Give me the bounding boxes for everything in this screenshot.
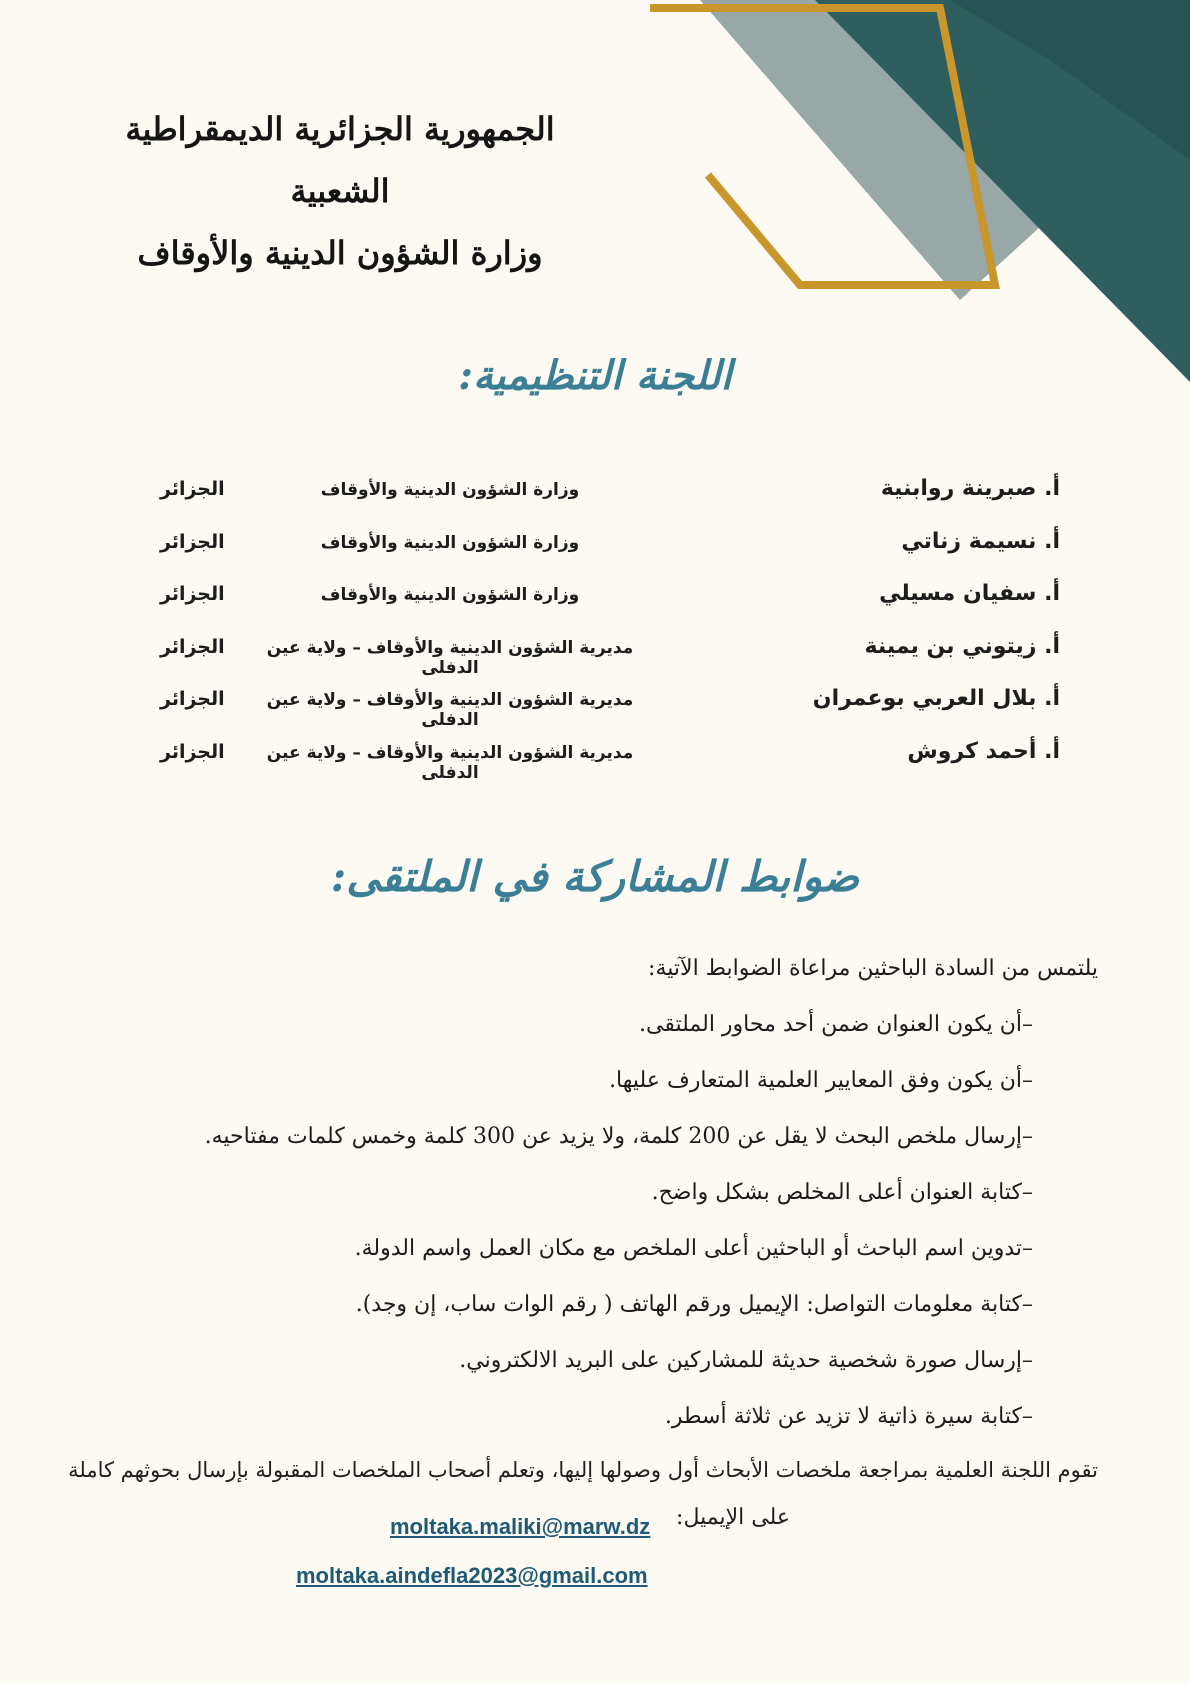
corner-decoration (650, 0, 1190, 390)
rules-list (98, 940, 1098, 1445)
member-country: الجزائر (160, 635, 225, 658)
member-row (160, 581, 1060, 634)
member-org: مديرية الشؤون الدينية والأوقاف – ولاية عين الدفلى (266, 742, 634, 783)
rule-item: –كتابة معلومات التواصل: الإيميل ورقم الهاتف ( رقم الوات ساب، إن وجد). (355, 1292, 1033, 1317)
member-name: أ. زيتوني بن يمينة (864, 633, 1060, 659)
member-country: الجزائر (160, 583, 225, 605)
committee-title: اللجنة التنظيمية: (458, 352, 732, 399)
rule-item: –أن يكون وفق المعايير العلمية المتعارف عليها. (609, 1068, 1033, 1093)
member-name: أ. صبرينة روابنية (880, 476, 1060, 501)
member-country: الجزائر (160, 740, 225, 763)
member-row (160, 686, 1060, 739)
email-link-primary[interactable]: moltaka.maliki@marw.dz (390, 1514, 651, 1539)
rule-item: –كتابة العنوان أعلى المخلص بشكل واضح. (651, 1180, 1033, 1205)
header (80, 98, 600, 284)
member-row (160, 476, 1060, 529)
rule-item: –كتابة سيرة ذاتية لا تزيد عن ثلاثة أسطر. (664, 1404, 1033, 1429)
member-name: أ. سفيان مسيلي (879, 581, 1060, 606)
rule-item: –إرسال صورة شخصية حديثة للمشاركين على البريد الالكتروني. (459, 1348, 1033, 1373)
member-org: وزارة الشؤون الدينية والأوقاف (320, 585, 580, 605)
rule-item: –إرسال ملخص البحث لا يقل عن 200 كلمة، ولا يزيد عن 300 كلمة وخمس كلمات مفتاحيه. (204, 1124, 1033, 1149)
republic-name: الجمهورية الجزائرية الديمقراطية الشعبية (125, 110, 555, 210)
rules-title: ضوابط المشاركة في الملتقى: (330, 852, 860, 901)
member-row (160, 634, 1060, 687)
rule-item: –تدوين اسم الباحث أو الباحثين أعلى الملخص مع مكان العمل واسم الدولة. (354, 1236, 1033, 1261)
member-org: وزارة الشؤون الدينية والأوقاف (320, 532, 580, 553)
closing-paragraph: تقوم اللجنة العلمية بمراجعة ملخصات الأبحاث أول وصولها إليها، وتعلم أصحاب الملخصات المقبولة بإرسال بحوثهم كاملة (68, 1458, 1098, 1482)
member-country: الجزائر (160, 478, 225, 500)
member-country: الجزائر (160, 688, 225, 710)
email-link-secondary[interactable]: moltaka.aindefla2023@gmail.com (296, 1563, 648, 1588)
member-row (160, 739, 1060, 792)
member-org: مديرية الشؤون الدينية والأوقاف – ولاية عين الدفلى (266, 690, 634, 730)
member-row (160, 529, 1060, 582)
rule-item: –أن يكون العنوان ضمن أحد محاور الملتقى. (639, 1012, 1033, 1037)
rules-intro: يلتمس من السادة الباحثين مراعاة الضوابط الآتية: (648, 956, 1098, 981)
member-name: أ. نسيمة زناتي (901, 528, 1060, 554)
member-name: أ. بلال العربي بوعمران (812, 686, 1060, 711)
member-org: وزارة الشؤون الدينية والأوقاف (320, 480, 580, 500)
member-org: مديرية الشؤون الدينية والأوقاف – ولاية عين الدفلى (266, 637, 634, 678)
committee-list (160, 476, 1060, 791)
member-name: أ. أحمد كروش (907, 738, 1060, 764)
member-country: الجزائر (160, 530, 225, 553)
email-label: على الإيميل: (676, 1505, 790, 1530)
ministry-name: وزارة الشؤون الدينية والأوقاف (137, 234, 543, 272)
